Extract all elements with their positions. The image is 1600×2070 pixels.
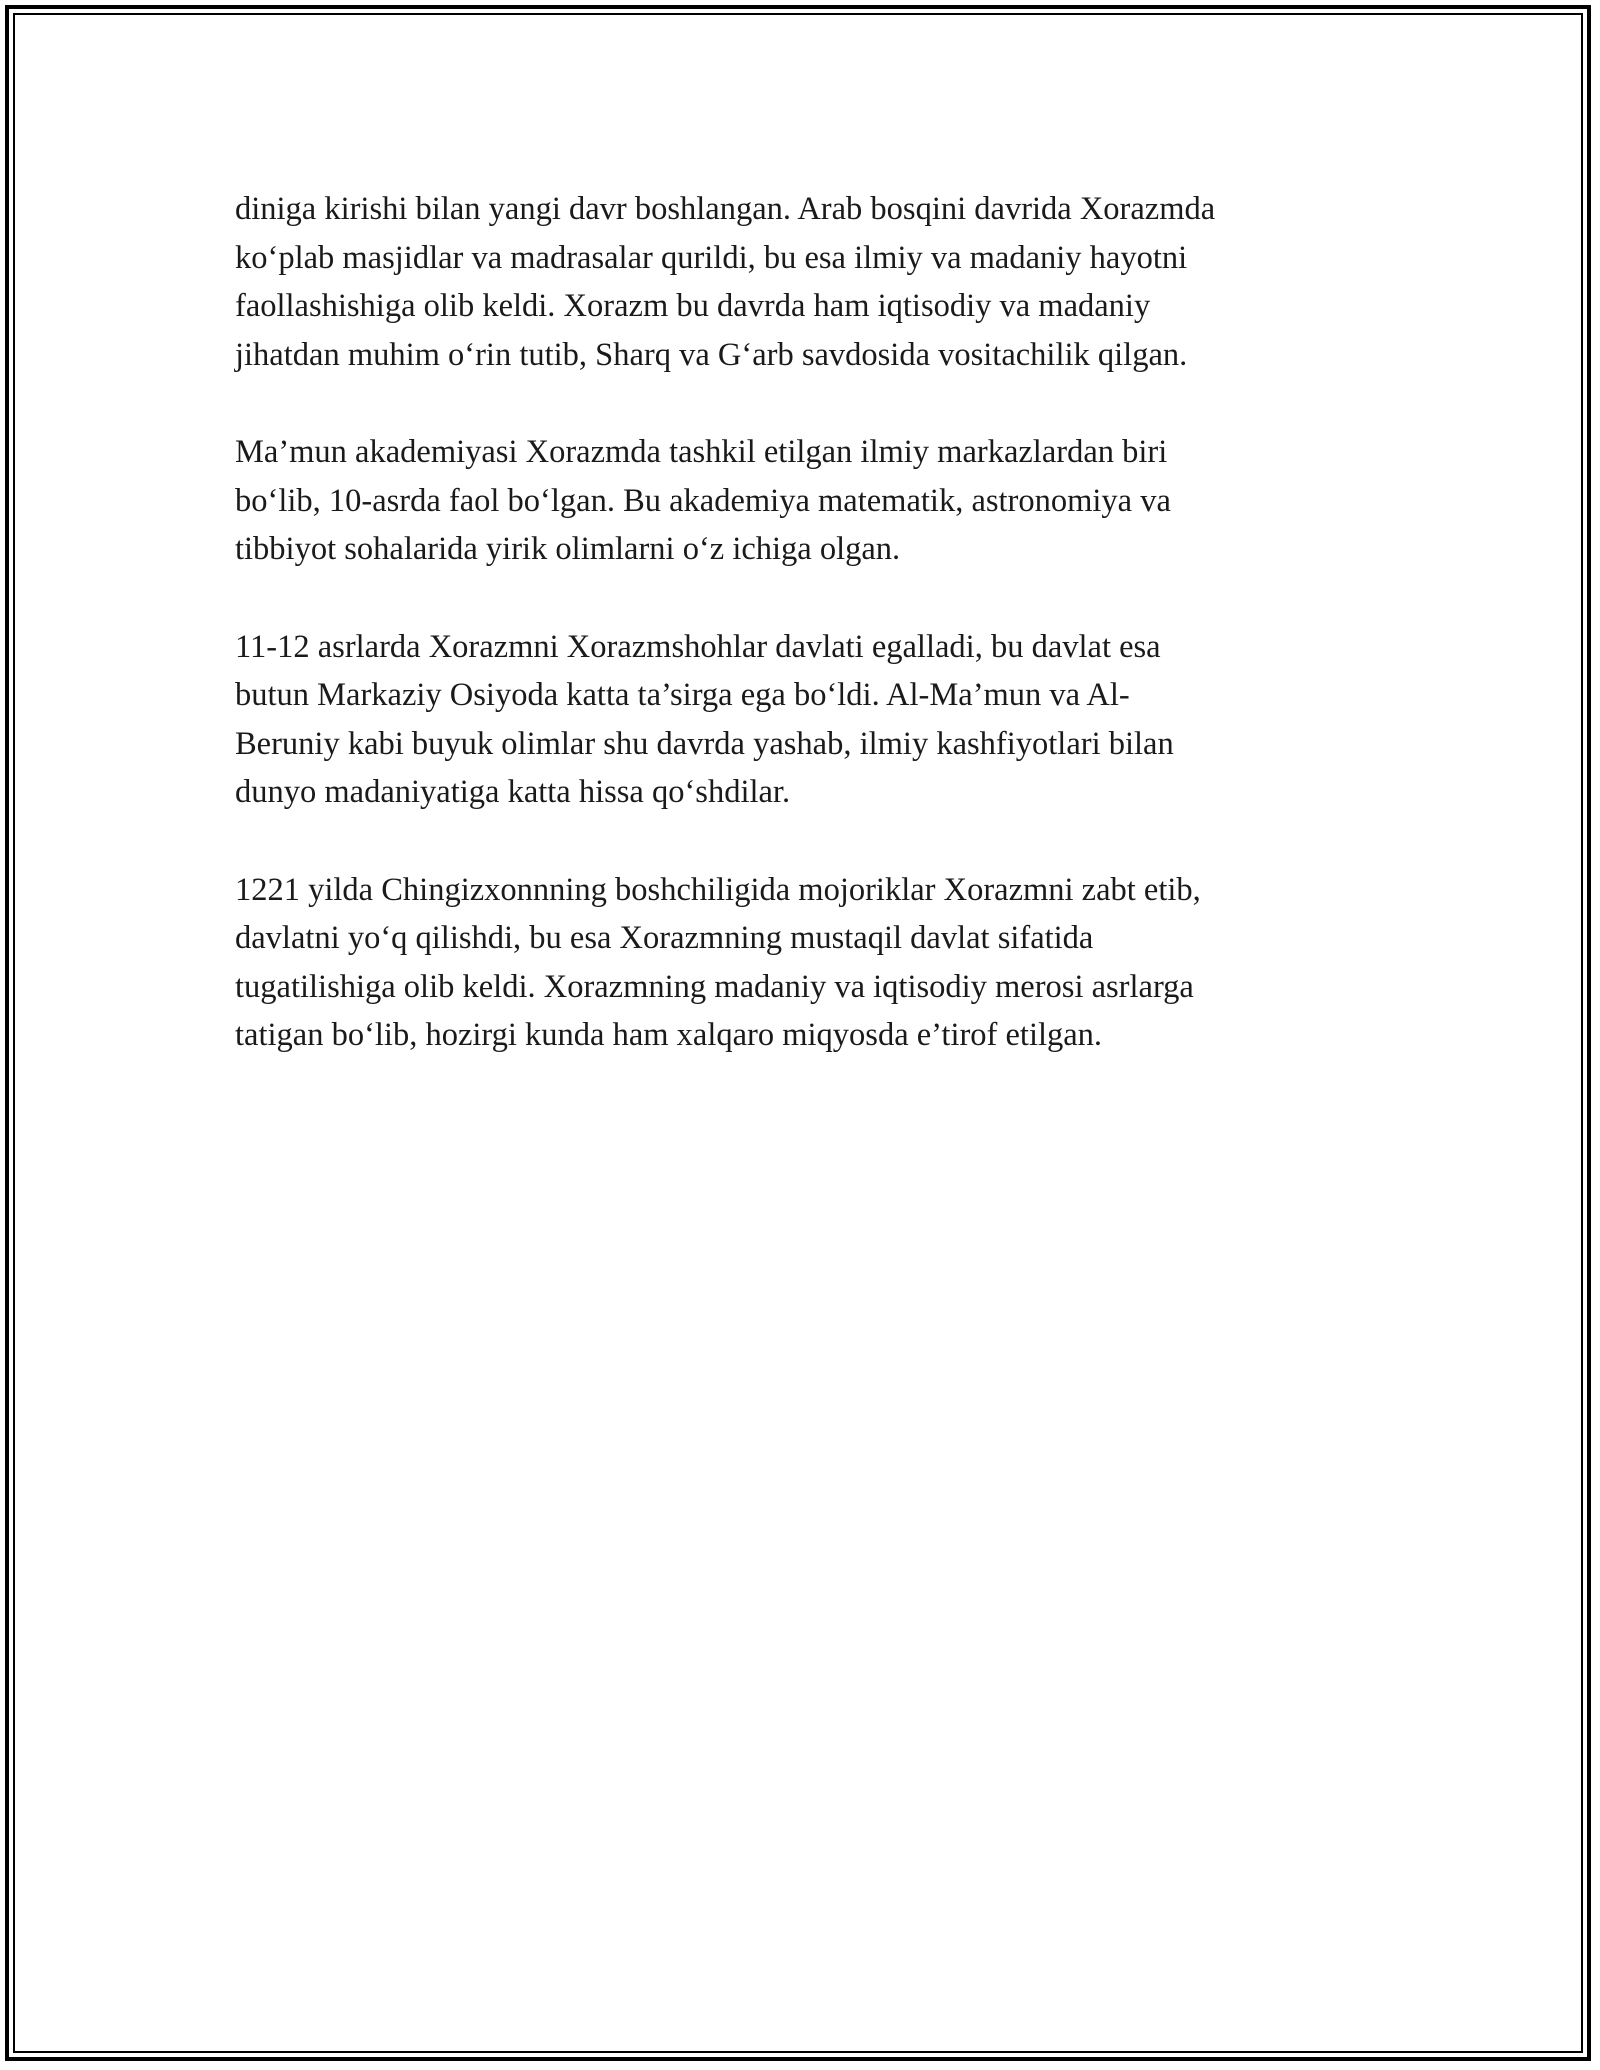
text-line: 11-12 asrlarda Xorazmni Xorazmshohlar davlati egalladi, bu davlat esa — [235, 628, 1161, 665]
document-body — [235, 185, 1365, 1109]
text-line: dunyo madaniyatiga katta hissa qo‘shdilar. — [235, 774, 791, 810]
text-line: davlatni yo‘q qilishdi, bu esa Xorazmning mustaqil davlat sifatida — [235, 920, 1094, 956]
text-line: Beruniy kabi buyuk olimlar shu davrda yashab, ilmiy kashfiyotlari bilan — [235, 725, 1174, 762]
text-line: butun Markaziy Osiyoda katta ta’sirga ega bo‘ldi. Al-Ma’mun va Al- — [235, 677, 1130, 713]
text-line: faollashishiga olib keldi. Xorazm bu davrda ham iqtisodiy va madaniy — [235, 288, 1151, 324]
text-line: tugatilishiga olib keldi. Xorazmning madaniy va iqtisodiy merosi asrlarga — [235, 968, 1194, 1005]
text-line: jihatdan muhim o‘rin tutib, Sharq va G‘arb savdosida vositachilik qilgan. — [235, 336, 1188, 373]
paragraph-4 — [235, 866, 1365, 1060]
text-line: ko‘plab masjidlar va madrasalar qurildi, bu esa ilmiy va madaniy hayotni — [235, 239, 1188, 276]
text-line: 1221 yilda Chingizxonnning boshchiligida mojoriklar Xorazmni zabt etib, — [235, 871, 1201, 908]
paragraph-3 — [235, 623, 1365, 817]
text-line: tibbiyot sohalarida yirik olimlarni o‘z ichiga olgan. — [235, 531, 901, 567]
paragraph-2 — [235, 428, 1365, 574]
text-line: bo‘lib, 10-asrda faol bo‘lgan. Bu akademiya matematik, astronomiya va — [235, 482, 1171, 519]
paragraph-1 — [235, 185, 1365, 379]
text-line: tatigan bo‘lib, hozirgi kunda ham xalqaro miqyosda e’tirof etilgan. — [235, 1017, 1103, 1053]
text-line: diniga kirishi bilan yangi davr boshlangan. Arab bosqini davrida Xorazmda — [235, 191, 1216, 227]
text-line: Ma’mun akademiyasi Xorazmda tashkil etilgan ilmiy markazlardan biri — [235, 434, 1168, 470]
